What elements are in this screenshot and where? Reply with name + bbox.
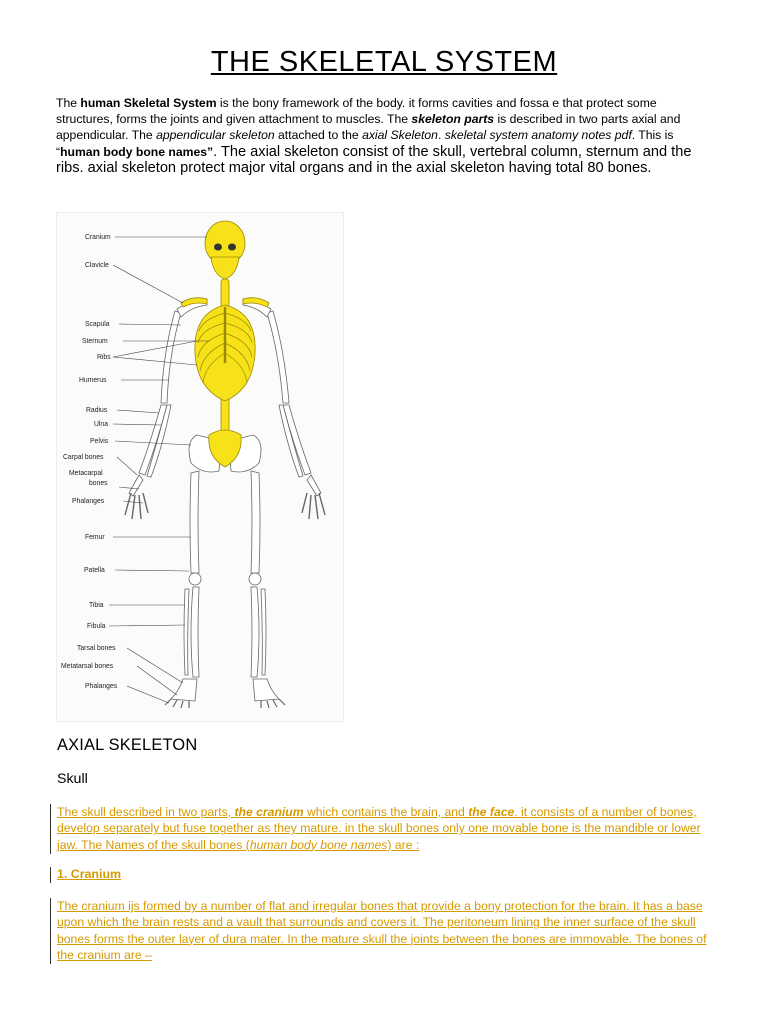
skull-term-cranium: the cranium	[234, 805, 304, 819]
skull-text: The skull described in two parts,	[57, 805, 235, 819]
label-ribs: Ribs	[97, 352, 111, 361]
intro-italic-term: skeletal system anatomy notes pdf	[444, 128, 632, 143]
label-carpal-bones: Carpal bones	[63, 452, 104, 461]
skull-term-bone-names: human body bone names	[249, 837, 388, 852]
skull-term-face: the face	[468, 805, 515, 819]
label-tibia: Tibia	[89, 600, 104, 609]
label-metacarpal: Metacarpal	[69, 468, 103, 477]
intro-bold-term: human body bone names”	[60, 144, 214, 159]
label-ulna: Ulna	[94, 419, 108, 428]
intro-text: The	[56, 96, 81, 110]
label-tarsal-bones: Tarsal bones	[77, 643, 116, 652]
revision-bar	[50, 898, 51, 964]
intro-text-large: . The axial skeleton consist of the skull, vertebral column, sternum and the ribs. axial skeleton protect major vital organs and in the axial skeleton having total 80 bones.	[56, 143, 692, 176]
label-clavicle: Clavicle	[85, 260, 109, 269]
intro-paragraph	[56, 95, 716, 176]
skull-text: which contains the brain, and	[303, 805, 469, 819]
revision-bar	[50, 804, 51, 854]
label-cranium: Cranium	[85, 232, 111, 241]
label-phalanges-foot: Phalanges	[85, 681, 118, 690]
skull-text: . it consists of a number of bones, develop separately but fuse together as they mature. in the skull bones only one movable bone is the mandible or lower jaw. The Names of the skull bones (	[57, 805, 701, 852]
label-patella: Patella	[84, 565, 105, 574]
skull-heading: Skull	[57, 771, 88, 787]
label-phalanges-hand: Phalanges	[72, 496, 105, 505]
intro-text: is the bony framework of the body. it forms cavities and fossa e that protect some structures, forms the joints and given attachment to muscles. The	[56, 96, 657, 127]
label-metatarsal-bones: Metatarsal bones	[61, 661, 114, 670]
label-femur: Femur	[85, 532, 105, 541]
intro-bold-term: human Skeletal System	[80, 96, 217, 110]
label-sternum: Sternum	[82, 336, 108, 345]
intro-text: . This is “	[56, 128, 674, 159]
intro-italic-term: axial Skeleton	[362, 128, 438, 143]
skull-text: ) are :	[387, 837, 420, 852]
page-title: THE SKELETAL SYSTEM	[210, 46, 558, 78]
intro-bold-italic-term: skeleton parts	[411, 112, 495, 127]
label-humerus: Humerus	[79, 375, 107, 384]
axial-skeleton-heading: AXIAL SKELETON	[57, 736, 198, 754]
label-scapula: Scapula	[85, 319, 110, 328]
label-pelvis: Pelvis	[90, 436, 109, 445]
label-metacarpal-bones: bones	[89, 478, 108, 487]
skull-paragraph	[57, 804, 717, 853]
revision-bar	[50, 867, 51, 883]
cranium-heading: 1. Cranium	[57, 867, 122, 881]
intro-text: .	[437, 128, 445, 143]
label-fibula: Fibula	[87, 621, 106, 630]
cranium-paragraph: The cranium ijs formed by a number of flat and irregular bones that provide a bony protection for the brain. It has a base upon which the brain rests and a vault that surrounds and covers it. The peritoneum lining the inner surface of the skull bones forms the outer layer of dura mater. In the mature skull the joints between the bones are immovable. The bones of the cranium are –	[57, 899, 707, 962]
intro-text: attached to the	[274, 128, 363, 143]
skeleton-figure	[56, 212, 344, 722]
label-radius: Radius	[86, 405, 108, 414]
intro-text: is described in two parts axial and appendicular. The	[56, 112, 681, 143]
intro-italic-term: appendicular skeleton	[156, 128, 275, 143]
